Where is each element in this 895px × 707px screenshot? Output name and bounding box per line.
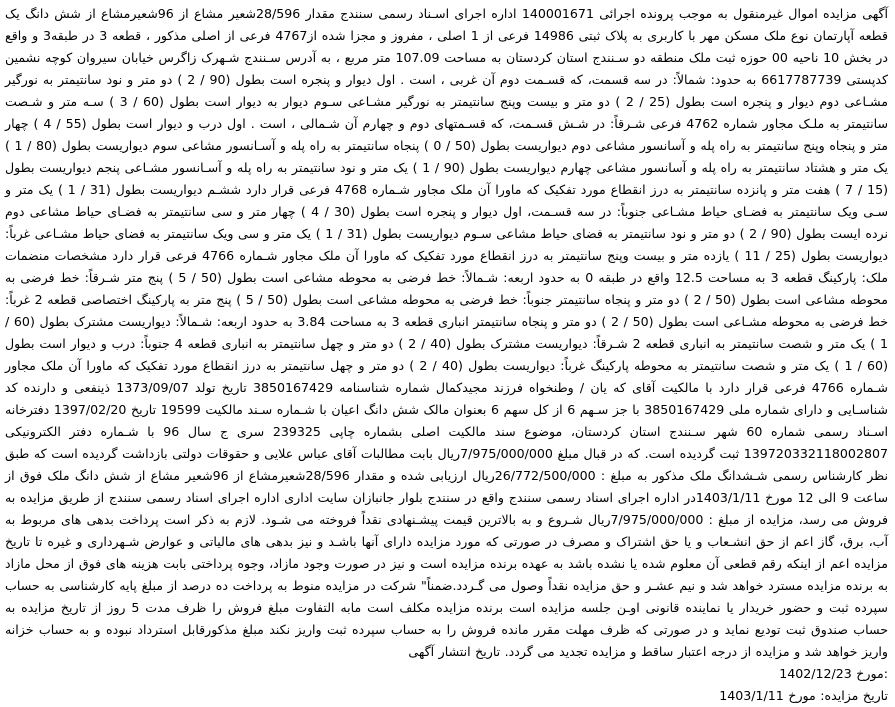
notice-auction-date: تاریخ مزایده: مورخ 1403/1/11 (719, 688, 888, 703)
notice-body: آگهی مزایده اموال غیرمنقول به موجب پرونده اجرائی 140001671 اداره اجرای اسـناد رسمی سنندج مقدار 28/596شعیر مشاع از 96شعیرمشاع از شش دانگ یک قطعه آپارتمان نوع ملک مسکن مهر با کاربری به پلاک ثبتی 14986 فرعی از 1 اصلی ، مفروز و مجزا شده از4767 فرعی از اصلی مذکور ، قطعه 3 در طبقه3 و واقع در بخش 10 ناحیه 00 حوزه ثبت ملک منطقه دو سـنندج استان کردستان به مساحت 107.09 متر مربع ، به آدرس سـنندج شـهرک زاگرس خیابان سیروان کوچه نشمین کدپستی 6617787739 به حدود: شمالاً: در سه قسمت، که قسـمت دوم آن غربی ، است . اول دیوار و پنجره است بطول (90 / 2 ) دو متر و نود سانتیمتر به نورگیر مشـاعی دوم دیوار و پنجره است بطول (25 / 2 ) دو متر و بیست وپنج سانتیمتر به نورگیر مشـاعی سـوم دیوار به دیوار است بطول (60 / 3 ) سـه متر و شـصت سانتیمتر به ملـک مجاور شماره 4762 فرعی شـرقاً: در شـش قسـمت، که قسـمتهای دوم و چهارم آن شـمالی ، است . اول درب و دیوار است بطول (55 / 4 ) چهار متر و پنجاه وپنج سانتیمتر به راه پله و آسانسور مشاعی دوم دیواریست بطول (50 / 0 ) پنجاه سانتیمتر به راه پله و آسـانسور مشاعی سوم دیواریست بطول (80 / 1 ) یک متر و هشتاد سانتیمتر به راه پله و آسانسور مشاعی چهارم دیواریست بطول (90 / 1 ) یک متر و نود سانتیمتر به راه پله و آسـانسور مشـاعی پنجم دیواریست بطول (15 / 7 ) هفت متر و پانزده سانتیمتر به درز انقطاع مورد تفکیک که ماورا آن ملک مجاور شـماره 4768 فرعی قرار دارد ششـم دیواریست بطول (31 / 1 ) یک متر و سـی ویک سانتیمتر به فضـای حیاط مشـاعی جنوباً: در سه قسـمت، اول دیوار و پنجره است بطول (30 / 4 ) چهار متر و سی سانتیمتر به فضـای حیاط مشاعی دوم نرده ایست بطول (90 / 2 ) دو متر و نود سانتیمتر به فضای حیاط مشاعی سـوم دیواریست بطول (31 / 1 ) یک متر و سی ویک سانتیمتر به فضای حیاط مشـاعی غرباً: دیواریست بطول (25 / 11 ) یازده متر و بیست وپنج سانتیمتر به درز انقطاع مورد تفکیک که ماورا آن ملک مجاور شـماره 4766 فرعی قرار دارد مشخصات منضمات ملک: پارکینگ قطعه 3 به مساحت 12.5 واقع در طبقه 0 به حدود اربعه: شـمالاً: خط فرضی به محوطه مشاعی است بطول (50 / 5 ) پنج متر شـرقاً: خط فرضی به محوطه مشاعی است بطول (50 / 2 ) دو متر و پنجاه سانتیمتر جنوباً: خط فرضی به محوطه مشاعی است بطول (50 / 5 ) پنج متر به پارکینگ اختصاصی قطعه 2 غرباً: خط فرضی به محوطه مشـاعی است بطول (50 / 2 ) دو متر و پنجاه سانتیمتر انباری قطعه 3 به مساحت 3.84 به حدود اربعه: شـمالاً: دیواریست مشترک بطول (60 / 1 ) یک متر و شصت سانتیمتر به انباری قطعه 2 شـرقاً: دیواریست مشترک بطول (40 / 2 ) دو متر و چهل سانتیمتر به انباری قطعه 4 جنوباً: درب و دیوار است بطول (60 / 1 ) یک متر و شصت سانتیمتر به محوطه پارکینگ غرباً: دیواریست بطول (40 / 2 ) دو متر و چهل سانتیمتر به درز انقطاع مورد تفکیک که ماورا آن ملک مجاور شـماره 4766 فرعی قرار دارد با مالکیت آقای که یان / وطنخواه فرزند مجیدکمال شماره شناسنامه 3850167429 تاریخ تولد 1373/09/07 ذینفعی و دارنده کد شناسـایی و دارای شماره ملی 3850167429 با جز سـهم 6 از کل سهم 6 بعنوان مالک شش دانگ اعیان با شـماره سـند مالکیت 19599 تاریخ 1397/02/20 دفترخانه اسـناد رسمی شماره 60 شهر سـنندج استان کردستان، موضوع سند مالکیت اصلی بشماره چاپی 239325 سری ج سال 96 با شـماره دفتر الکترونیکی 139720332118002807 ثبت گردیده است. که در قبال مبلغ 7/975/000/000ریال بابت مطالبات آقای عباس علایی و حقوقات دولتی بازداشت گردیده است که طبق نظر کارشناس رسمی شـشدانگ ملک مذکور به مبلغ : 26/772/500/000ریال ارزیابی شده و مقدار 28/596شعیرمشاع از 96شعیر مشاع از شش دانگ ملک فوق از ساعت 9 الی 12 مورخ 1403/1/11در اداره اجرای اسناد رسمی سنندج واقع در سنندج بلوار جانبازان سایت اداری اداره اجرای اسناد رسمی سنندج از طریق مزایده به فروش می رسد، مزایده از مبلغ : 7/975/000/000ریال شـروع و به بالاترین قیمت پیشـنهادی نقداً فروخته می شـود. لازم به ذکر است پرداخت بدهی های مربوط به آب، برق، گاز اعم از حق انشـعاب و یا حق اشتراک و مصرف در صورتی که مورد مزایده دارای آنها باشـد و نیز بدهی های مالیاتی و عوارض شـهرداری و غیره تا تاریخ مزایده اعم از اینکه رقم قطعی آن معلوم شده یا نشده باشد به عهده برنده مزایده است و نیز در صورت وجود مازاد، وجوه پرداختی بابت هزینه های فوق از محل مازاد به برنده مزایده مسترد خواهد شد و نیم عشـر و حق مزایده نقداً وصول می گـردد.ضمناً" شرکت در مزایده منوط به پرداخت ده درصد از مبلغ پایه کارشناسی به حساب سپرده ثبت و حضور خریدار یا نماینده قانونی اوـن جلسه مزایده است برنده مزایده مکلف است مابه التفاوت مبلغ فروش را ظرف مدت 5 روز از تاریخ مزایده به حساب صندوق ثبت تودیع نماید و در صورتی که ظرف مهلت مقرر مانده فروش را به حساب سپرده ثبت واریز نکند مبلغ مذکورقابل استرداد نبوده و به حساب خزانه واریز خواهد شد و مزایده از درجه اعتبار ساقط و مزایده تجدید می گردد. تاریخ انتشار آگهی (5, 6, 889, 659)
notice-published-date: :مورخ 1402/12/23 (779, 666, 888, 681)
